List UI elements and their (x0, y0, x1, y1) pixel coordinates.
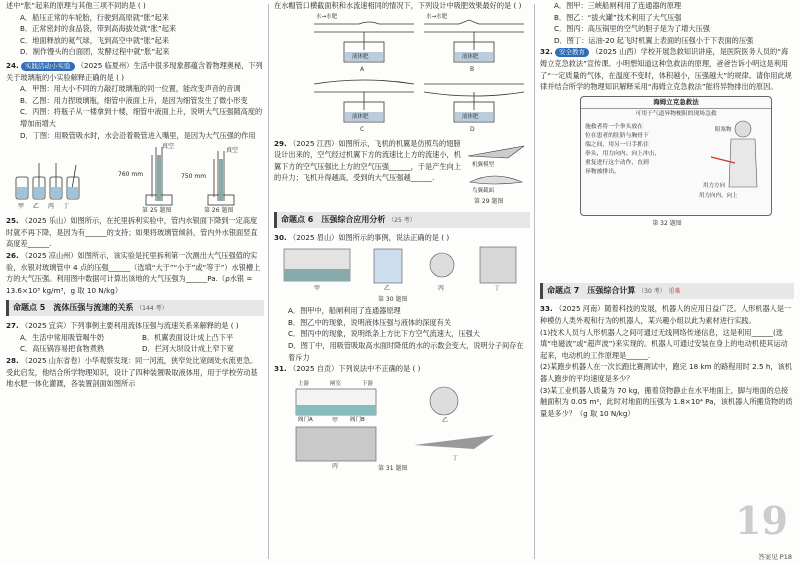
fig26-caption: 第 26 题图 (204, 207, 234, 215)
fig29-wing-label: 鸟翼截面 (472, 187, 495, 194)
fig31-bing: 丙 (332, 462, 339, 470)
q23-option-b: B．正常密封的食品袋，带到高海拔处就“胀”起来 (20, 24, 177, 34)
middle-column (274, 0, 530, 565)
q28-stem: 28. （2025 山东省卷）小华观察发现：同一河流，狭窄处比宽阔处水流更急。受此启发，他结合所学物理知识，设计了四种装置吸取液体用，用于学校劳动基地水肥一体化灌溉，各装置剖面如图所示 (6, 356, 258, 389)
q24-option-c: C．丙图：将瓶子从一楼拿到十楼，细管中液面上升，说明大气压强随高度的增加而增大 (20, 107, 263, 128)
fig31-ding: 丁 (452, 454, 459, 462)
q23-stem-tail: 述中“胀”起来的原理与其他三项不同的是 ( ) (6, 1, 146, 10)
q24-stem: 24. 实践活动小实验 （2025 临夏州）生活中很多现象都蕴含着物理奥秘，下列关于玻璃瓶的小实验解释正确的是 ( ) (6, 60, 263, 82)
fig28-fert-a: 液体肥 (352, 53, 369, 60)
q31-stem: 31. （2025 自贡）下列说法中不正确的是 ( ) (274, 364, 421, 374)
q29-stem: 29. （2025 江西）如图所示，飞机的机翼是仿照鸟的翅膀设计出来的，空气经过机翼下方的流速比上方的流速小，机翼下方的空气压强比上方的空气压强______，于是产生向上的升力；飞机升得越高，受到的大气压强越______. (274, 138, 461, 183)
q31-option-c: C．图丙：高压锅里的空气的胆子是为了增大压强 (554, 24, 710, 34)
q30-option-c: C．图丙中的现象，说明纸条上方比下方空气流速大，压强大 (288, 329, 480, 339)
q27-stem: 27. （2025 宜宾）下列事例主要利用流体压强与流速关系来解释的是 ( ) (6, 321, 239, 331)
q27-option-a: A．生活中常用吸管喝牛奶 (20, 332, 104, 342)
fig29-model-label: 机翼模型 (472, 161, 495, 168)
right-column (540, 0, 794, 565)
fig28-label-d: D (470, 125, 475, 133)
fig26-height-label: 750 mm (181, 173, 207, 181)
column-divider-2 (534, 4, 535, 559)
fig29-caption: 第 29 题图 (474, 197, 504, 205)
q23-option-a: A．船压正常的车轮胎，行驶到高原就“胀”起来 (20, 12, 169, 22)
page-number: 19 (735, 498, 788, 543)
q28-stem-tail: 在水帽管口横截面积和水流速相同的情况下，下列设计中吸肥效果最好的是 ( ) (274, 1, 522, 10)
fig32-obstruct-label: 阻塞物 (715, 126, 732, 133)
section-6-header: 命题点 6 压强综合应用分析 （25 考） (274, 212, 530, 228)
q32-tag: 安全教育 (555, 48, 589, 57)
fig30-label-bing: 丙 (438, 285, 445, 293)
q32-stem: 32. 安全教育 （2025 山西）学校开展急救知识讲座，是医院医务人员的“海姆立克急救法”宣传课。小明想知道这种急救法的原理，爸爸告诉小明这是利用了“一定质量的气体，在温度不变时，体积越小，压强越大”的规律。请你用此规律并结合所学的物理知识解释采用“海姆立克急救法”能将异物排出的原因。 (540, 47, 792, 92)
fig28-pipe-label-b: 水→水肥 (426, 13, 448, 20)
section-7-header: 命题点 7 压强综合计算 （30 考） 重难 (540, 283, 794, 299)
fig31-valve-a: 阀门A (298, 416, 313, 423)
fig28-label-b: B (470, 65, 475, 73)
q30-option-d: D．图丁中，用吸管吸取高水面时降低的水的示数会变大，说明分子间存在着斥力 (288, 340, 524, 362)
fig32-box (580, 96, 772, 216)
fig32-line1: 可用于气道异物梗阻的现场急救 (635, 111, 717, 118)
q24-option-a: A．甲图：用大小不同的力敲打玻璃瓶的同一位置，能改变声音的音调 (20, 84, 241, 94)
q24-option-b: B．乙图：用力捏玻璃瓶，细管中液面上升，是因为细管发生了微小形变 (20, 95, 248, 105)
fertilizer-pipe-diagrams (274, 12, 530, 138)
fig28-pipe-label-a: 水→水肥 (316, 13, 338, 20)
column-divider (268, 4, 269, 559)
q23-option-c: C．地面释放的氦气球，飞到高空中就“胀”起来 (20, 35, 170, 45)
fig30-label-ding: 丁 (494, 285, 501, 293)
fig29 (464, 138, 528, 208)
fig32-force-label: 用力方向 (703, 182, 726, 189)
fig28-label-a: A (360, 65, 365, 73)
q30-images (274, 243, 530, 295)
q30-option-b: B．图乙中的现象，说明液体压强与液体的深度有关 (288, 317, 452, 327)
q32-answer-space (540, 229, 794, 279)
q29-block (274, 138, 530, 208)
fig30-label-yi: 乙 (384, 285, 391, 293)
fig24-labels: 甲乙丙丁 (18, 203, 79, 211)
fig31-caption: 第 31 题图 (378, 464, 408, 472)
q26-stem: 26. （2025 凉山州）如图所示，该实验是托里拆利第一次测出大气压强值的实验，水银对玻璃管中 4 点的压强______（选填“大于”“小于”或“等于”）水银槽上方的大气压强。利用图中数据可计算出该地的大气压强为______Pa.（ρ水银 = 13.6×10³ kg/m³，g 取 10 N/kg） (6, 250, 261, 295)
fig32-caption: 第 32 题图 (652, 219, 682, 227)
fig31-valve-b: 阀门B (350, 416, 365, 423)
fig31-upper: 上游 (298, 380, 310, 387)
fig26-vacuum-label: 真空 (226, 147, 239, 155)
q31-option-b: B．图乙：“拔火罐”技术利用了大气压强 (554, 12, 682, 22)
fig32-hands-label: 用力向内、向上 (699, 192, 738, 199)
fig31-gate: 闸室 (330, 380, 342, 387)
q31-option-d: D．图丁：运油-20 起飞时机翼上表面的压强小于下表面的压强 (554, 35, 754, 45)
q33-part1: (1)技术人员与人形机器人之间可通过无线网络传递信息，这是利用______(选填“电磁波”或“超声波”)来实现的。机器人可通过安装在身上的电动机使其运动起来，电动机的工作原理是______. (540, 327, 788, 360)
fig28-fert-c: 液体肥 (352, 113, 369, 120)
q28-figure (274, 12, 530, 138)
fig31-jia: 甲 (332, 416, 339, 424)
fig30-caption: 第 30 题图 (378, 296, 408, 304)
q33-part2: (2)某跑步机器人在一次长跑比赛测试中，跑完 18 km 的路程用时 2.5 h，该机器人跑步的平均速度是多少？ (540, 362, 792, 383)
answer-reference: 答案见 P18 (758, 553, 792, 561)
fig25-vacuum-label: 真空 (162, 143, 175, 151)
q27-options (6, 332, 264, 355)
q24-26-figures (6, 141, 264, 215)
q30-option-a: A．图甲中，船闸利用了连通器原理 (288, 306, 401, 316)
fig31-lower: 下游 (362, 380, 374, 387)
left-column (6, 0, 264, 565)
fig28-fert-b: 液体肥 (462, 53, 479, 60)
fig31-yi: 乙 (442, 416, 449, 424)
fig28-fert-d: 液体肥 (462, 113, 479, 120)
fig32-steps: 施救者将一个拳头放在 位在患者的肚脐与胸骨下 端之间，用另一只手抓住 拳头，用力向内、向上冲击， 重复进行这个动作，直到 异物被排出。 (585, 123, 661, 175)
q27-option-b: B．机翼表面设计成上凸下平 (142, 332, 234, 342)
q31-figure (274, 375, 530, 471)
q33-part3: (3)某工业机器人质量为 70 kg，搬着货物静止在水平地面上，脚与地面的总接触面积为 0.05 m²，此时对地面的压强为 1.8×10⁴ Pa，该机器人所搬货物的质量是多少？（g 取 10 N/kg） (540, 385, 793, 418)
q31-option-a: A．图甲：三峡船闸利用了连通器的原理 (554, 1, 682, 10)
section-5-header: 命题点 5 流体压强与流速的关系 （144 考） (6, 300, 264, 316)
fig32-title: 海姆立克急救法 (581, 97, 771, 110)
q25-stem: 25. （2025 乐山）如图所示，在托里拆利实验中，管内水银面下降到一定高度时就不再下降，是因为有______的支持；如果将玻璃管倾斜，管内外水银面竖直高度差______. (6, 216, 258, 249)
q33-stem: 33. （2025 河南）随着科技的发展，机器人的应用日益广泛。人形机器人是一种模仿人类外观和行为的机器人，某兴趣小组以此为素材进行实践。 (540, 304, 792, 325)
q27-option-c: C．高压锅容易把食物煮熟 (20, 344, 105, 354)
q27-option-d: D．拦河大坝设计成上窄下宽 (142, 344, 234, 354)
q30-stem: 30. （2025 眉山）如图所示的事例，说法正确的是 ( ) (274, 232, 450, 242)
q30-figure (274, 243, 530, 305)
fig25-height-label: 760 mm (118, 171, 144, 179)
fig25-caption: 第 25 题图 (142, 207, 172, 215)
fig30-label-jia: 甲 (314, 285, 321, 293)
q24-tag: 实践活动小实验 (21, 62, 75, 71)
fig28-label-c: C (360, 125, 365, 133)
q23-option-d: D．制作馒头的白面团，发酵过程中就“胀”起来 (20, 47, 170, 57)
q24-option-d: D．丁图：用吸管吸水时，水会沿着吸管进入嘴里，是因为大气压强的作用 (20, 130, 256, 140)
